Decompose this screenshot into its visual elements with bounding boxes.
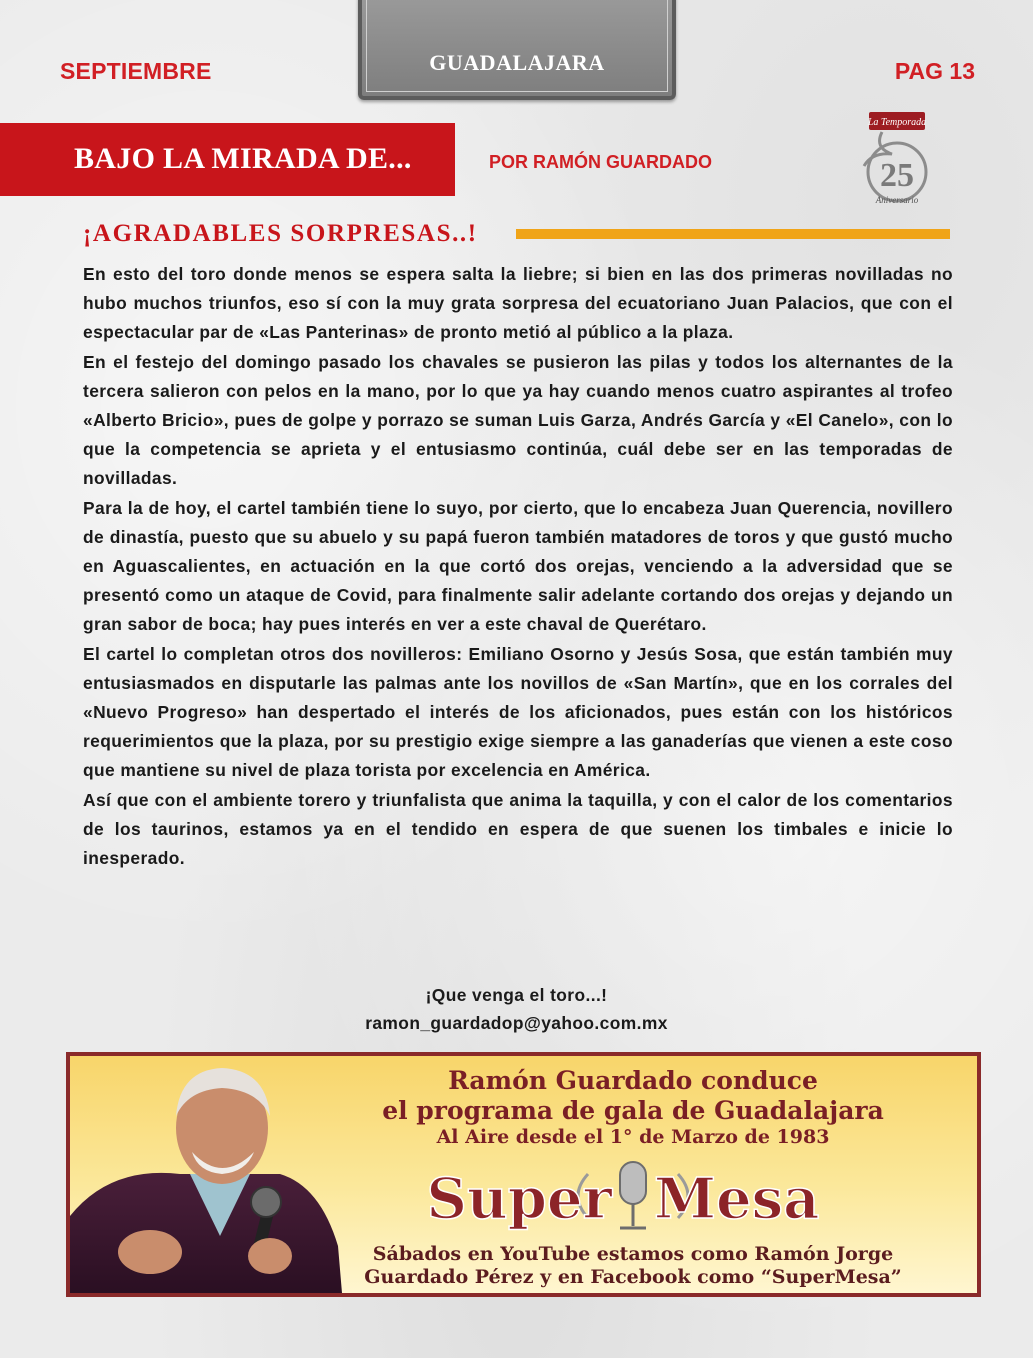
logo-number: 25 bbox=[880, 157, 914, 194]
ad-headline-1: Ramón Guardado conduce bbox=[448, 1066, 818, 1095]
city-tab bbox=[358, 0, 676, 100]
anniversary-logo bbox=[852, 108, 942, 208]
heading-rule bbox=[516, 229, 950, 239]
brand-word-super: Super bbox=[426, 1166, 612, 1232]
article-paragraph: Para la de hoy, el cartel también tiene lo suyo, por cierto, que lo encabeza Juan Querencia, novillero de dinastía, puesto que su abuelo y su papá fueron también matadores de toros y que gustó mucho en Aguascalientes, en actuación en la que cortó dos orejas, venciendo a la adversidad que se presentó como un ataque de Covid, para finalmente salir adelante cortando dos orejas y dejando un gran sabor de boca; hay pues interés en ver a este chaval de Querétaro. bbox=[83, 497, 953, 635]
ad-schedule-2: Guardado Pérez y en Facebook como “SuperMesa” bbox=[364, 1266, 902, 1288]
article-paragraph: En el festejo del domingo pasado los chavales se pusieron las pilas y todos los alternantes de la tercera salieron con pelos en la mano, por lo que ya hay cuando menos cuatro aspirantes al trofeo «Alberto Bricio», pues de golpe y porrazo se suman Luis Garza, Andrés García y «El Canelo», con lo que la competencia se aprieta y el entusiasmo continúa, cuál debe ser en las temporadas de novilladas. bbox=[83, 351, 953, 489]
section-banner bbox=[0, 123, 455, 196]
microphone-icon bbox=[251, 1187, 281, 1217]
author-email[interactable]: ramon_guardadop@yahoo.com.mx bbox=[365, 1013, 668, 1033]
logo-brand-text: La Temporada bbox=[867, 117, 927, 128]
logo-caption: Aniversario bbox=[875, 195, 919, 205]
microphone-logo-icon bbox=[620, 1162, 646, 1204]
supermesa-ad bbox=[66, 1052, 981, 1297]
host-other-hand bbox=[248, 1238, 292, 1274]
brand-word-mesa: Mesa bbox=[654, 1166, 820, 1232]
article-heading: ¡AGRADABLES SORPRESAS..! bbox=[83, 220, 478, 247]
supermesa-logo bbox=[306, 1156, 960, 1236]
article-paragraph: El cartel lo completan otros dos novilleros: Emiliano Osorno y Jesús Sosa, que están también muy entusiasmados en disputarle las palmas ante los novillos de «San Martín», que en los corrales del «Nuevo Progreso» han despertado el interés de los aficionados, pues están con los históricos requerimientos que la plaza, por su prestigio exige siempre a las ganaderías que vienen a este coso que mantiene su nivel de plaza torista por excelencia en América. bbox=[83, 643, 953, 781]
ad-headline-2: el programa de gala de Guadalajara bbox=[382, 1096, 884, 1125]
issue-month: SEPTIEMBRE bbox=[60, 58, 212, 84]
article-paragraph: En esto del toro donde menos se espera salta la liebre; si bien en las dos primeras novilladas no hubo muchos triunfos, eso sí con la muy grata sorpresa del ecuatoriano Juan Palacios, que con el espectacular par de «Las Panterinas» de pronto metió al público a la plaza. bbox=[83, 264, 953, 343]
city-label: GUADALAJARA bbox=[429, 50, 605, 75]
ad-airdate: Al Aire desde el 1° de Marzo de 1983 bbox=[436, 1126, 830, 1148]
page-number: PAG 13 bbox=[894, 58, 975, 84]
article-signoff: ¡Que venga el toro...! bbox=[425, 985, 608, 1005]
article-body bbox=[83, 260, 953, 873]
ad-schedule-1: Sábados en YouTube estamos como Ramón Jorge bbox=[372, 1243, 894, 1265]
section-title: BAJO LA MIRADA DE... bbox=[74, 142, 412, 175]
byline: POR RAMÓN GUARDADO bbox=[489, 152, 712, 172]
host-hand bbox=[118, 1230, 182, 1274]
article-paragraph: Así que con el ambiente torero y triunfalista que anima la taquilla, y con el calor de los comentarios de los taurinos, estamos ya en el tendido en espera de que suenen los timbales e inicie lo inesperado. bbox=[83, 789, 953, 869]
city-tab-frame bbox=[366, 0, 668, 92]
